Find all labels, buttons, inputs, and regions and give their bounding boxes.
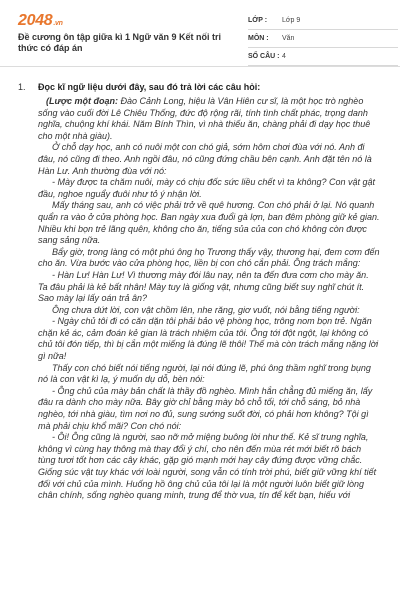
passage-paragraph: Thấy con chó biết nói tiếng người, lại nói đúng lẽ, phú ông thầm nghĩ trong bụng nó là con vật kì lạ, ý muốn dụ dỗ, bèn nói: [38,362,371,385]
brand-suffix: .vn [53,20,63,27]
passage-paragraph: - Ngày chủ tôi đi có căn dặn tôi phải bảo vệ phòng học, trông nom bọn trẻ. Ngăn chặn kẻ ác, cảm đoán kẻ gian là trách nhiệm của tôi. Ông tới đột ngột, lại không có chủ tôi đón tiếp, thì bị cắn một miếng là đúng lẽ thôi! Thế mà còn trách mắng nặng lời gì nữa! [38,316,379,362]
meta-value: Văn [282,35,295,42]
passage-paragraph: Bẩy giờ, trong làng có một phú ông họ Trương thấy vậy, thương hại, đem cơm đến cho ăn. Vừa bước vào cửa phòng học, liền bị con chó cắn phải. Ông trách mắng: [38,246,380,269]
question-content [0,78,400,600]
meta-value: 4 [282,53,286,60]
question-number: 1. [18,82,26,92]
site-logo[interactable] [18,12,63,30]
meta-row-count [248,48,398,66]
passage-paragraph: - Ông chủ của mày bản chất là thầy đồ nghèo. Mình hắn chẳng đủ miếng ăn, lấy đâu ra dành cho mày nữa. Bây giờ chỉ bằng mày bỏ chỗ tối, tới chỗ sáng, bỏ nhà nghèo, tới nhà giàu, tìm nơi no đủ, sung sướng suốt đời, có phải hơn không? Tội gì mà phải chịu khổ mãi? Con chó nói: [38,385,373,431]
passage-lead: (Lược một đoạn: [46,96,118,106]
passage-paragraph: - Mày được ta chăm nuôi, mày có chịu đốc sức liều chết vì ta không? Con vật gật đầu, nghoe nguẩy đuôi như tỏ ý nhận lời. [38,177,376,199]
meta-value: Lớp 9 [282,17,301,24]
brand-name: 2048 [18,12,53,29]
passage-paragraph: Ở chỗ dạy học, anh có nuôi một con chó giả, sớm hôm chơi đùa với nó. Anh đi đâu, nó cũng đi theo. Anh ngồi đâu, nó cũng đứng chầu bên cạnh. Anh đặt tên nó là Hàn Lư. Anh thường đùa với nó: [38,142,372,176]
passage-text: Đào Cảnh Long, hiệu là Vân Hiên cư sĩ, là một học trò nghèo sống vào cuối đời Lê Chiêu Thống, đức độ rộng rãi, tính tình chất phác, trọng danh nghĩa, chuộng khí khái. Năm Bính Thìn, vì nhà thiếu ăn, chàng phải đi dạy học thuê cho một nhà giàu). [38,96,371,141]
meta-row-class [248,12,398,30]
meta-row-subject [248,30,398,48]
meta-label: LỚP : [248,17,268,24]
passage-paragraph: Ông chưa dứt lời, con vật chồm lên, nhe răng, giơ vuốt, nói bằng tiếng người: [52,304,360,315]
passage-paragraph: - Ôi! Ông cũng là người, sao nỡ mở miệng buông lời như thế. Kẻ sĩ trung nghĩa, không vì cùng hay thông mà thay đổi ý chí, cho nên đến mùa rét mới biết rõ bách tùng tươi tốt hơn các cây khác, gặp gió mạnh mới hay cây đứng được vững chắc. Giống súc vật tuy khác với loài người, song vẫn có tính trời phú, biết giữ vững khí tiết đối với chủ của mình. Huống hồ ông chủ của tôi lại là một người luôn biết giữ lòng chân chính, sống nghèo quang minh, trung để thờ vua, tín để kết bạn, hiếu với [38,432,377,501]
document-title: Đề cương ôn tập giữa kì 1 Ngữ văn 9 Kết nối tri thức có đáp án [18,32,221,53]
passage-paragraph [38,96,380,142]
reading-passage [38,96,380,502]
passage-paragraph: - Hàn Lư! Hàn Lư! Vì thương mày đói lâu nay, nên ta đến đưa cơm cho mày ăn. Ta đâu phải là kẻ bất nhân! Mày tuy là giống vật, nhưng cũng biết suy nghĩ chút ít. Sao mày lại lấy oán trả ân? [38,269,369,304]
document-meta [248,12,398,66]
question-title: Đọc kĩ ngữ liệu dưới đây, sau đó trả lời các câu hỏi: [38,82,261,92]
meta-label: SỐ CÂU : [248,53,280,60]
meta-label: MÔN : [248,35,269,42]
passage-paragraph: Mấy tháng sau, anh có việc phải trở về quê hương. Con chó phải ở lại. Nó quanh quẩn ra vào ở cửa phòng học. Ban ngày xua đuổi gà lợn, ban đêm phòng giữ kẻ gian. Nhiều khi bọn trẻ lãng quên, không cho ăn, tiếng sủa của con chó không còn được sang sảng nữa. [38,200,380,246]
page-header [0,0,400,67]
